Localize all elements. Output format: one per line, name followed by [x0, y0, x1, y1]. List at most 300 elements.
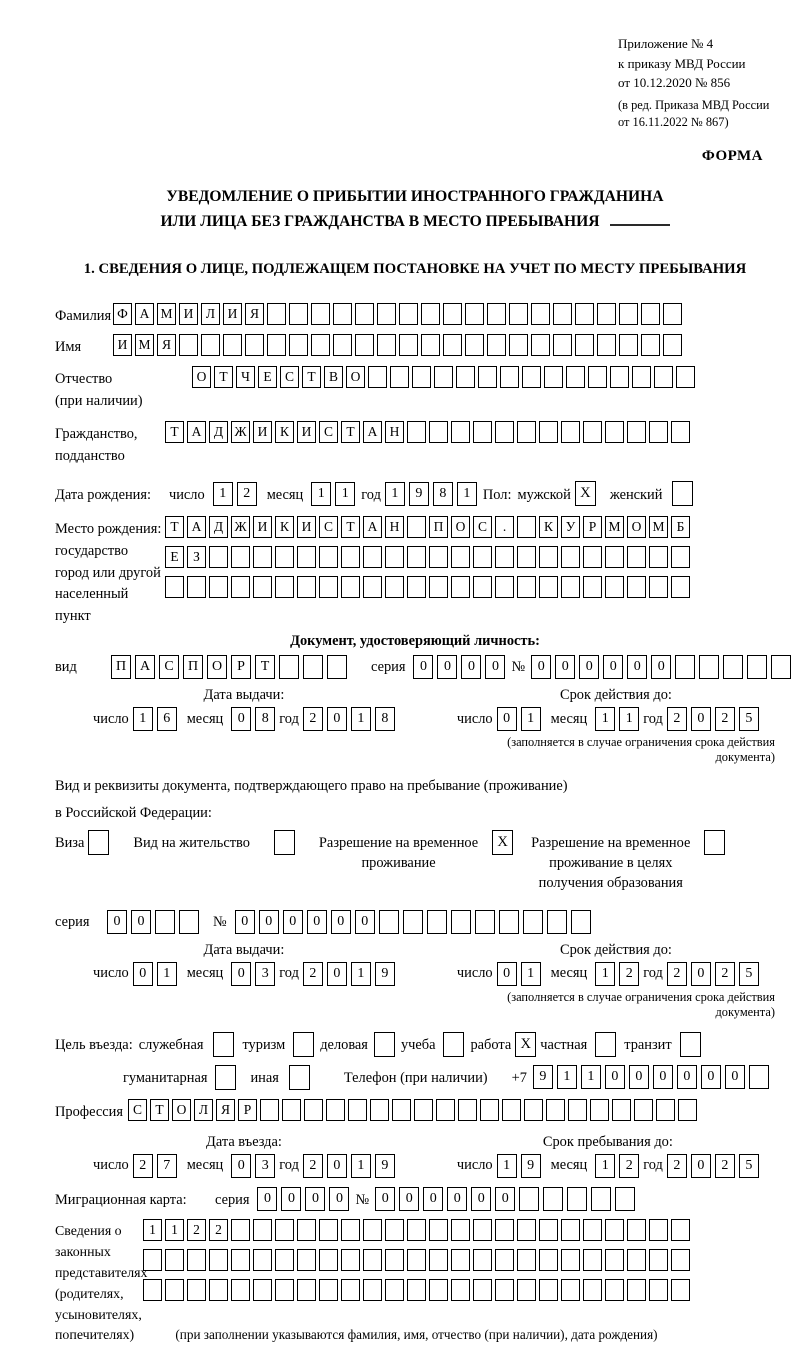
char-cell[interactable] [495, 1279, 514, 1301]
char-cell[interactable] [297, 576, 316, 598]
char-cell[interactable]: 0 [259, 910, 279, 934]
char-cell[interactable]: 0 [107, 910, 127, 934]
char-cell[interactable] [407, 1279, 426, 1301]
char-cell[interactable] [539, 1279, 558, 1301]
char-cell[interactable] [165, 576, 184, 598]
char-cell[interactable]: У [561, 516, 580, 538]
char-cell[interactable] [403, 910, 423, 934]
char-cell[interactable]: С [128, 1099, 147, 1121]
char-cell[interactable] [473, 546, 492, 568]
char-cell[interactable] [289, 303, 308, 325]
char-cell[interactable] [341, 576, 360, 598]
char-cell[interactable] [502, 1099, 521, 1121]
doc-issue-year-input[interactable] [303, 707, 395, 731]
char-cell[interactable] [627, 1219, 646, 1241]
char-cell[interactable] [583, 546, 602, 568]
citizenship-input[interactable] [165, 421, 690, 443]
char-cell[interactable]: К [275, 516, 294, 538]
char-cell[interactable] [275, 576, 294, 598]
char-cell[interactable] [654, 366, 673, 388]
purpose-tourism-checkbox[interactable] [293, 1032, 314, 1057]
char-cell[interactable]: 0 [691, 962, 711, 986]
char-cell[interactable] [260, 1099, 279, 1121]
char-cell[interactable] [495, 1249, 514, 1271]
char-cell[interactable]: М [135, 334, 154, 356]
char-cell[interactable] [407, 1219, 426, 1241]
char-cell[interactable]: О [451, 516, 470, 538]
char-cell[interactable] [517, 576, 536, 598]
char-cell[interactable] [429, 421, 448, 443]
char-cell[interactable] [282, 1099, 301, 1121]
char-cell[interactable]: 0 [447, 1187, 467, 1211]
char-cell[interactable]: 3 [255, 1154, 275, 1178]
char-cell[interactable] [539, 576, 558, 598]
char-cell[interactable] [568, 1099, 587, 1121]
char-cell[interactable] [539, 1249, 558, 1271]
char-cell[interactable]: И [113, 334, 132, 356]
char-cell[interactable]: 0 [329, 1187, 349, 1211]
char-cell[interactable]: 0 [691, 707, 711, 731]
char-cell[interactable] [399, 334, 418, 356]
entry-year-input[interactable] [303, 1154, 395, 1178]
char-cell[interactable] [671, 421, 690, 443]
char-cell[interactable] [165, 1249, 184, 1271]
sex-female-checkbox[interactable] [672, 481, 693, 506]
permit-issue-year-input[interactable] [303, 962, 395, 986]
char-cell[interactable]: 0 [497, 962, 517, 986]
char-cell[interactable] [297, 546, 316, 568]
char-cell[interactable] [253, 1279, 272, 1301]
char-cell[interactable]: 0 [555, 655, 575, 679]
char-cell[interactable] [605, 576, 624, 598]
char-cell[interactable] [434, 366, 453, 388]
char-cell[interactable]: 0 [131, 910, 151, 934]
char-cell[interactable] [663, 303, 682, 325]
char-cell[interactable] [407, 516, 426, 538]
char-cell[interactable] [747, 655, 767, 679]
char-cell[interactable]: Н [385, 421, 404, 443]
char-cell[interactable] [209, 1279, 228, 1301]
legal-reps-row3-input[interactable] [143, 1279, 690, 1301]
char-cell[interactable] [605, 1249, 624, 1271]
char-cell[interactable] [771, 655, 791, 679]
char-cell[interactable]: А [135, 303, 154, 325]
profession-input[interactable] [128, 1099, 697, 1121]
char-cell[interactable] [597, 334, 616, 356]
char-cell[interactable] [531, 334, 550, 356]
char-cell[interactable] [209, 1249, 228, 1271]
name-input[interactable] [113, 334, 682, 356]
char-cell[interactable]: X [575, 481, 596, 506]
char-cell[interactable] [605, 1279, 624, 1301]
birth-place-row3-input[interactable] [165, 576, 690, 598]
char-cell[interactable]: С [473, 516, 492, 538]
char-cell[interactable] [341, 1249, 360, 1271]
char-cell[interactable]: Т [214, 366, 233, 388]
doc-valid-month-input[interactable] [595, 707, 639, 731]
char-cell[interactable]: 0 [257, 1187, 277, 1211]
char-cell[interactable]: 0 [725, 1065, 745, 1089]
migcard-number-input[interactable] [375, 1187, 635, 1211]
char-cell[interactable] [597, 303, 616, 325]
char-cell[interactable] [509, 334, 528, 356]
char-cell[interactable]: 2 [187, 1219, 206, 1241]
char-cell[interactable]: 0 [231, 962, 251, 986]
char-cell[interactable] [363, 1219, 382, 1241]
char-cell[interactable] [348, 1099, 367, 1121]
char-cell[interactable] [671, 576, 690, 598]
char-cell[interactable] [619, 303, 638, 325]
char-cell[interactable] [473, 576, 492, 598]
char-cell[interactable] [627, 1279, 646, 1301]
char-cell[interactable]: А [187, 516, 206, 538]
char-cell[interactable] [429, 576, 448, 598]
char-cell[interactable] [539, 421, 558, 443]
char-cell[interactable] [543, 1187, 563, 1211]
char-cell[interactable]: Д [209, 421, 228, 443]
purpose-transit-checkbox[interactable] [680, 1032, 701, 1057]
char-cell[interactable]: 0 [497, 707, 517, 731]
char-cell[interactable]: С [159, 655, 179, 679]
char-cell[interactable]: 0 [231, 707, 251, 731]
char-cell[interactable]: . [495, 516, 514, 538]
char-cell[interactable] [627, 546, 646, 568]
phone-input[interactable] [533, 1065, 769, 1089]
char-cell[interactable]: 5 [739, 707, 759, 731]
char-cell[interactable] [311, 334, 330, 356]
char-cell[interactable] [311, 303, 330, 325]
char-cell[interactable] [473, 421, 492, 443]
char-cell[interactable] [561, 1219, 580, 1241]
char-cell[interactable]: Р [231, 655, 251, 679]
char-cell[interactable] [451, 546, 470, 568]
doc-issue-day-input[interactable] [133, 707, 177, 731]
char-cell[interactable]: 0 [423, 1187, 443, 1211]
char-cell[interactable] [575, 303, 594, 325]
purpose-official-checkbox[interactable] [213, 1032, 234, 1057]
legal-reps-row1-input[interactable] [143, 1219, 690, 1241]
birth-place-row2-input[interactable] [165, 546, 690, 568]
char-cell[interactable] [634, 1099, 653, 1121]
char-cell[interactable]: 1 [457, 482, 477, 506]
char-cell[interactable]: 2 [303, 707, 323, 731]
char-cell[interactable]: 1 [619, 707, 639, 731]
char-cell[interactable] [605, 546, 624, 568]
char-cell[interactable] [429, 546, 448, 568]
char-cell[interactable] [363, 576, 382, 598]
char-cell[interactable] [155, 910, 175, 934]
char-cell[interactable]: 0 [437, 655, 457, 679]
char-cell[interactable] [231, 1279, 250, 1301]
char-cell[interactable] [143, 1249, 162, 1271]
char-cell[interactable]: Н [385, 516, 404, 538]
char-cell[interactable] [213, 1032, 234, 1057]
char-cell[interactable]: 0 [375, 1187, 395, 1211]
char-cell[interactable] [377, 334, 396, 356]
char-cell[interactable]: 6 [157, 707, 177, 731]
char-cell[interactable]: 1 [351, 1154, 371, 1178]
char-cell[interactable] [656, 1099, 675, 1121]
char-cell[interactable] [407, 421, 426, 443]
char-cell[interactable]: 0 [677, 1065, 697, 1089]
char-cell[interactable] [517, 546, 536, 568]
char-cell[interactable]: К [539, 516, 558, 538]
char-cell[interactable] [495, 576, 514, 598]
char-cell[interactable]: З [187, 546, 206, 568]
char-cell[interactable] [429, 1249, 448, 1271]
entry-month-input[interactable] [231, 1154, 275, 1178]
char-cell[interactable]: И [179, 303, 198, 325]
char-cell[interactable]: И [297, 421, 316, 443]
char-cell[interactable]: И [253, 421, 272, 443]
char-cell[interactable] [553, 303, 572, 325]
char-cell[interactable] [297, 1279, 316, 1301]
stay-year-input[interactable] [667, 1154, 759, 1178]
char-cell[interactable] [451, 910, 471, 934]
char-cell[interactable]: 1 [165, 1219, 184, 1241]
char-cell[interactable]: А [363, 516, 382, 538]
char-cell[interactable] [480, 1099, 499, 1121]
char-cell[interactable] [303, 655, 323, 679]
char-cell[interactable] [412, 366, 431, 388]
char-cell[interactable] [649, 1249, 668, 1271]
char-cell[interactable]: 1 [351, 707, 371, 731]
char-cell[interactable]: 3 [255, 962, 275, 986]
char-cell[interactable]: 2 [619, 1154, 639, 1178]
char-cell[interactable]: Т [165, 421, 184, 443]
char-cell[interactable]: 0 [327, 962, 347, 986]
char-cell[interactable] [231, 1249, 250, 1271]
char-cell[interactable]: 1 [385, 482, 405, 506]
birth-month-input[interactable] [311, 482, 355, 506]
char-cell[interactable]: 1 [595, 1154, 615, 1178]
char-cell[interactable]: 1 [335, 482, 355, 506]
char-cell[interactable]: 0 [231, 1154, 251, 1178]
char-cell[interactable] [279, 655, 299, 679]
char-cell[interactable] [627, 576, 646, 598]
char-cell[interactable] [487, 303, 506, 325]
char-cell[interactable]: 2 [667, 1154, 687, 1178]
char-cell[interactable] [567, 1187, 587, 1211]
char-cell[interactable] [293, 1032, 314, 1057]
stay-day-input[interactable] [497, 1154, 541, 1178]
char-cell[interactable]: 0 [281, 1187, 301, 1211]
char-cell[interactable] [649, 576, 668, 598]
char-cell[interactable] [407, 546, 426, 568]
char-cell[interactable] [368, 366, 387, 388]
char-cell[interactable] [427, 910, 447, 934]
char-cell[interactable] [561, 1279, 580, 1301]
char-cell[interactable] [588, 366, 607, 388]
char-cell[interactable]: П [111, 655, 131, 679]
char-cell[interactable]: Я [157, 334, 176, 356]
permit-issue-day-input[interactable] [133, 962, 177, 986]
char-cell[interactable] [517, 421, 536, 443]
char-cell[interactable]: Л [201, 303, 220, 325]
char-cell[interactable] [451, 576, 470, 598]
char-cell[interactable]: 5 [739, 962, 759, 986]
char-cell[interactable] [590, 1099, 609, 1121]
char-cell[interactable] [88, 830, 109, 855]
char-cell[interactable] [215, 1065, 236, 1090]
char-cell[interactable] [539, 1219, 558, 1241]
char-cell[interactable] [561, 546, 580, 568]
char-cell[interactable] [187, 576, 206, 598]
char-cell[interactable] [531, 303, 550, 325]
char-cell[interactable] [495, 421, 514, 443]
char-cell[interactable] [385, 1249, 404, 1271]
char-cell[interactable]: 2 [715, 962, 735, 986]
char-cell[interactable]: 1 [581, 1065, 601, 1089]
char-cell[interactable] [319, 1279, 338, 1301]
char-cell[interactable] [187, 1249, 206, 1271]
char-cell[interactable] [671, 1219, 690, 1241]
char-cell[interactable] [649, 421, 668, 443]
char-cell[interactable]: 1 [595, 707, 615, 731]
char-cell[interactable]: Т [255, 655, 275, 679]
char-cell[interactable]: 0 [485, 655, 505, 679]
char-cell[interactable]: Д [209, 516, 228, 538]
char-cell[interactable] [517, 516, 536, 538]
char-cell[interactable] [522, 366, 541, 388]
char-cell[interactable] [517, 1219, 536, 1241]
visa-checkbox[interactable] [88, 830, 109, 855]
char-cell[interactable]: 0 [627, 655, 647, 679]
char-cell[interactable] [275, 546, 294, 568]
char-cell[interactable]: X [492, 830, 513, 855]
char-cell[interactable] [407, 576, 426, 598]
char-cell[interactable] [583, 421, 602, 443]
permit-issue-month-input[interactable] [231, 962, 275, 986]
char-cell[interactable]: 2 [715, 707, 735, 731]
char-cell[interactable] [675, 655, 695, 679]
char-cell[interactable] [443, 1032, 464, 1057]
char-cell[interactable]: 2 [667, 707, 687, 731]
char-cell[interactable] [583, 576, 602, 598]
legal-reps-row2-input[interactable] [143, 1249, 690, 1271]
char-cell[interactable]: К [275, 421, 294, 443]
doc-valid-day-input[interactable] [497, 707, 541, 731]
char-cell[interactable]: 0 [305, 1187, 325, 1211]
char-cell[interactable] [583, 1219, 602, 1241]
char-cell[interactable] [245, 334, 264, 356]
char-cell[interactable]: М [157, 303, 176, 325]
char-cell[interactable]: 1 [521, 707, 541, 731]
char-cell[interactable]: И [223, 303, 242, 325]
char-cell[interactable]: 1 [311, 482, 331, 506]
permit-number-input[interactable] [235, 910, 591, 934]
char-cell[interactable] [672, 481, 693, 506]
char-cell[interactable] [333, 303, 352, 325]
char-cell[interactable]: 9 [533, 1065, 553, 1089]
char-cell[interactable]: О [207, 655, 227, 679]
doc-issue-month-input[interactable] [231, 707, 275, 731]
char-cell[interactable]: 1 [157, 962, 177, 986]
char-cell[interactable] [517, 1249, 536, 1271]
char-cell[interactable]: 0 [307, 910, 327, 934]
char-cell[interactable] [595, 1032, 616, 1057]
char-cell[interactable] [723, 655, 743, 679]
char-cell[interactable] [546, 1099, 565, 1121]
char-cell[interactable] [517, 1279, 536, 1301]
char-cell[interactable] [436, 1099, 455, 1121]
char-cell[interactable] [355, 303, 374, 325]
char-cell[interactable] [253, 1249, 272, 1271]
char-cell[interactable] [561, 1249, 580, 1271]
char-cell[interactable] [429, 1219, 448, 1241]
char-cell[interactable] [749, 1065, 769, 1089]
entry-day-input[interactable] [133, 1154, 177, 1178]
permit-valid-month-input[interactable] [595, 962, 639, 986]
char-cell[interactable]: 0 [399, 1187, 419, 1211]
char-cell[interactable]: Ч [236, 366, 255, 388]
char-cell[interactable]: О [627, 516, 646, 538]
char-cell[interactable] [223, 334, 242, 356]
char-cell[interactable] [253, 546, 272, 568]
char-cell[interactable]: Т [341, 516, 360, 538]
char-cell[interactable] [671, 546, 690, 568]
char-cell[interactable] [561, 576, 580, 598]
purpose-private-checkbox[interactable] [595, 1032, 616, 1057]
char-cell[interactable]: 0 [495, 1187, 515, 1211]
char-cell[interactable] [355, 334, 374, 356]
char-cell[interactable]: 7 [157, 1154, 177, 1178]
char-cell[interactable] [547, 910, 567, 934]
char-cell[interactable] [523, 910, 543, 934]
char-cell[interactable] [499, 910, 519, 934]
char-cell[interactable] [615, 1187, 635, 1211]
char-cell[interactable] [495, 1219, 514, 1241]
char-cell[interactable] [179, 334, 198, 356]
doc-number-input[interactable] [531, 655, 791, 679]
char-cell[interactable] [475, 910, 495, 934]
char-cell[interactable]: Л [194, 1099, 213, 1121]
char-cell[interactable]: 0 [327, 707, 347, 731]
char-cell[interactable] [385, 1219, 404, 1241]
char-cell[interactable] [458, 1099, 477, 1121]
char-cell[interactable]: 0 [327, 1154, 347, 1178]
char-cell[interactable] [275, 1279, 294, 1301]
char-cell[interactable]: Т [302, 366, 321, 388]
char-cell[interactable] [289, 1065, 310, 1090]
char-cell[interactable] [341, 1279, 360, 1301]
char-cell[interactable] [456, 366, 475, 388]
permit-series-input[interactable] [107, 910, 199, 934]
doc-kind-input[interactable] [111, 655, 347, 679]
char-cell[interactable] [539, 546, 558, 568]
doc-series-input[interactable] [413, 655, 505, 679]
char-cell[interactable]: Р [583, 516, 602, 538]
char-cell[interactable] [473, 1249, 492, 1271]
char-cell[interactable] [319, 546, 338, 568]
char-cell[interactable] [443, 303, 462, 325]
char-cell[interactable] [509, 303, 528, 325]
char-cell[interactable] [274, 830, 295, 855]
purpose-business-checkbox[interactable] [374, 1032, 395, 1057]
char-cell[interactable] [487, 334, 506, 356]
char-cell[interactable] [451, 1279, 470, 1301]
char-cell[interactable]: Я [216, 1099, 235, 1121]
char-cell[interactable]: 2 [667, 962, 687, 986]
char-cell[interactable] [319, 1219, 338, 1241]
char-cell[interactable] [612, 1099, 631, 1121]
char-cell[interactable]: 0 [691, 1154, 711, 1178]
char-cell[interactable]: 0 [579, 655, 599, 679]
birth-year-input[interactable] [385, 482, 477, 506]
char-cell[interactable]: П [183, 655, 203, 679]
char-cell[interactable]: И [253, 516, 272, 538]
char-cell[interactable] [390, 366, 409, 388]
